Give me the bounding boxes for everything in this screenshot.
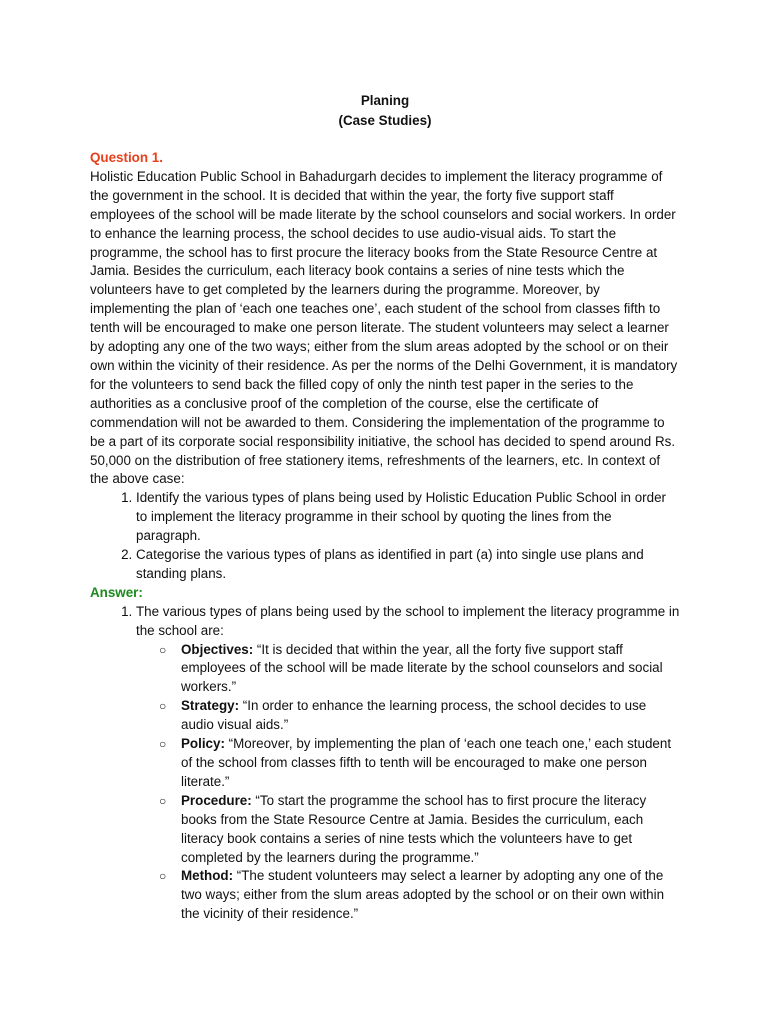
circle-bullet-icon: ○	[159, 793, 167, 808]
plan-type-objectives	[159, 641, 680, 698]
plan-quote: “It is decided that within the year, all the forty five support staff employees of the school will be made literate by the school counselors and social workers.”	[181, 641, 663, 695]
title-block	[90, 91, 680, 131]
plan-quote: “Moreover, by implementing the plan of ‘each one teach one,’ each student of the school from classes fifth to tenth will be encouraged to make one person literate.”	[181, 736, 672, 789]
plan-quote: “To start the programme the school has to first procure the literacy books from the State Resource Centre at Jamia. Besides the curriculum, each literacy book contains a series of nine tests which the volunteers have to get completed by the learners during the programme.”	[181, 792, 647, 865]
plan-quote: “The student volunteers may select a learner by adopting any one of the two ways; either from the slum areas adopted by the school or on their own within the vicinity of their residence.”	[181, 868, 665, 922]
plan-quote: “In order to enhance the learning process, the school decides to use audio visual aids.”	[181, 698, 647, 733]
document-content	[90, 91, 680, 924]
plan-types-list	[136, 641, 680, 925]
plan-term: Policy:	[181, 736, 225, 752]
question-paragraph: Holistic Education Public School in Bahadurgarh decides to implement the literacy programme of the government in the school. It is decided that within the year, the forty five support staff employees of the school will be made literate by the school counselors and social workers. In order to enhance the learning process, the school decides to use audio-visual aids. To start the programme, the school has to first procure the literacy books from the State Resource Centre at Jamia. Besides the curriculum, each literacy book contains a series of nine tests which the volunteers have to get completed by the learners during the programme. Moreover, by implementing the plan of ‘each one teaches one’, each student of the school from classes fifth to tenth will be encouraged to make one person literate. The student volunteers may select a learner by adopting any one of the two ways; either from the slum areas adopted by the school or on their own within the vicinity of their residence. As per the norms of the Delhi Government, it is mandatory for the volunteers to send back the filled copy of only the ninth test paper in the series to the authorities as a conclusive proof of the completion of the course, else the certificate of commendation will not be awarded to them. Considering the implementation of the programme to be a part of its corporate social responsibility initiative, the school has decided to spend around Rs. 50,000 on the distribution of free stationery items, refreshments of the learners, etc. In context of the above case:	[90, 168, 678, 487]
answer-item-text: The various types of plans being used by the school to implement the literacy programme in the school are:	[136, 603, 680, 638]
plan-type-method	[159, 867, 680, 924]
question-list	[90, 489, 680, 584]
plan-term: Method:	[181, 868, 234, 884]
plan-term: Strategy:	[181, 698, 240, 714]
question-item: 2. Categorise the various types of plans as identified in part (a) into single use plans and standing plans.	[136, 546, 680, 584]
circle-bullet-icon: ○	[159, 699, 167, 714]
circle-bullet-icon: ○	[159, 642, 167, 657]
circle-bullet-icon: ○	[159, 737, 167, 752]
question-heading: Question 1.	[90, 150, 163, 165]
plan-type-procedure	[159, 792, 680, 868]
page-subtitle: (Case Studies)	[338, 113, 432, 128]
plan-term: Procedure:	[181, 792, 252, 808]
plan-type-policy	[159, 735, 680, 792]
circle-bullet-icon: ○	[159, 869, 167, 884]
question-item: 1. Identify the various types of plans being used by Holistic Education Public School in order to implement the literacy programme in their school by quoting the lines from the paragraph.	[136, 489, 680, 546]
plan-term: Objectives:	[181, 641, 254, 657]
answer-list	[90, 603, 680, 924]
answer-item	[136, 603, 680, 924]
page-title: Planing	[360, 93, 410, 108]
plan-type-strategy	[159, 697, 680, 735]
answer-heading: Answer:	[90, 584, 143, 600]
